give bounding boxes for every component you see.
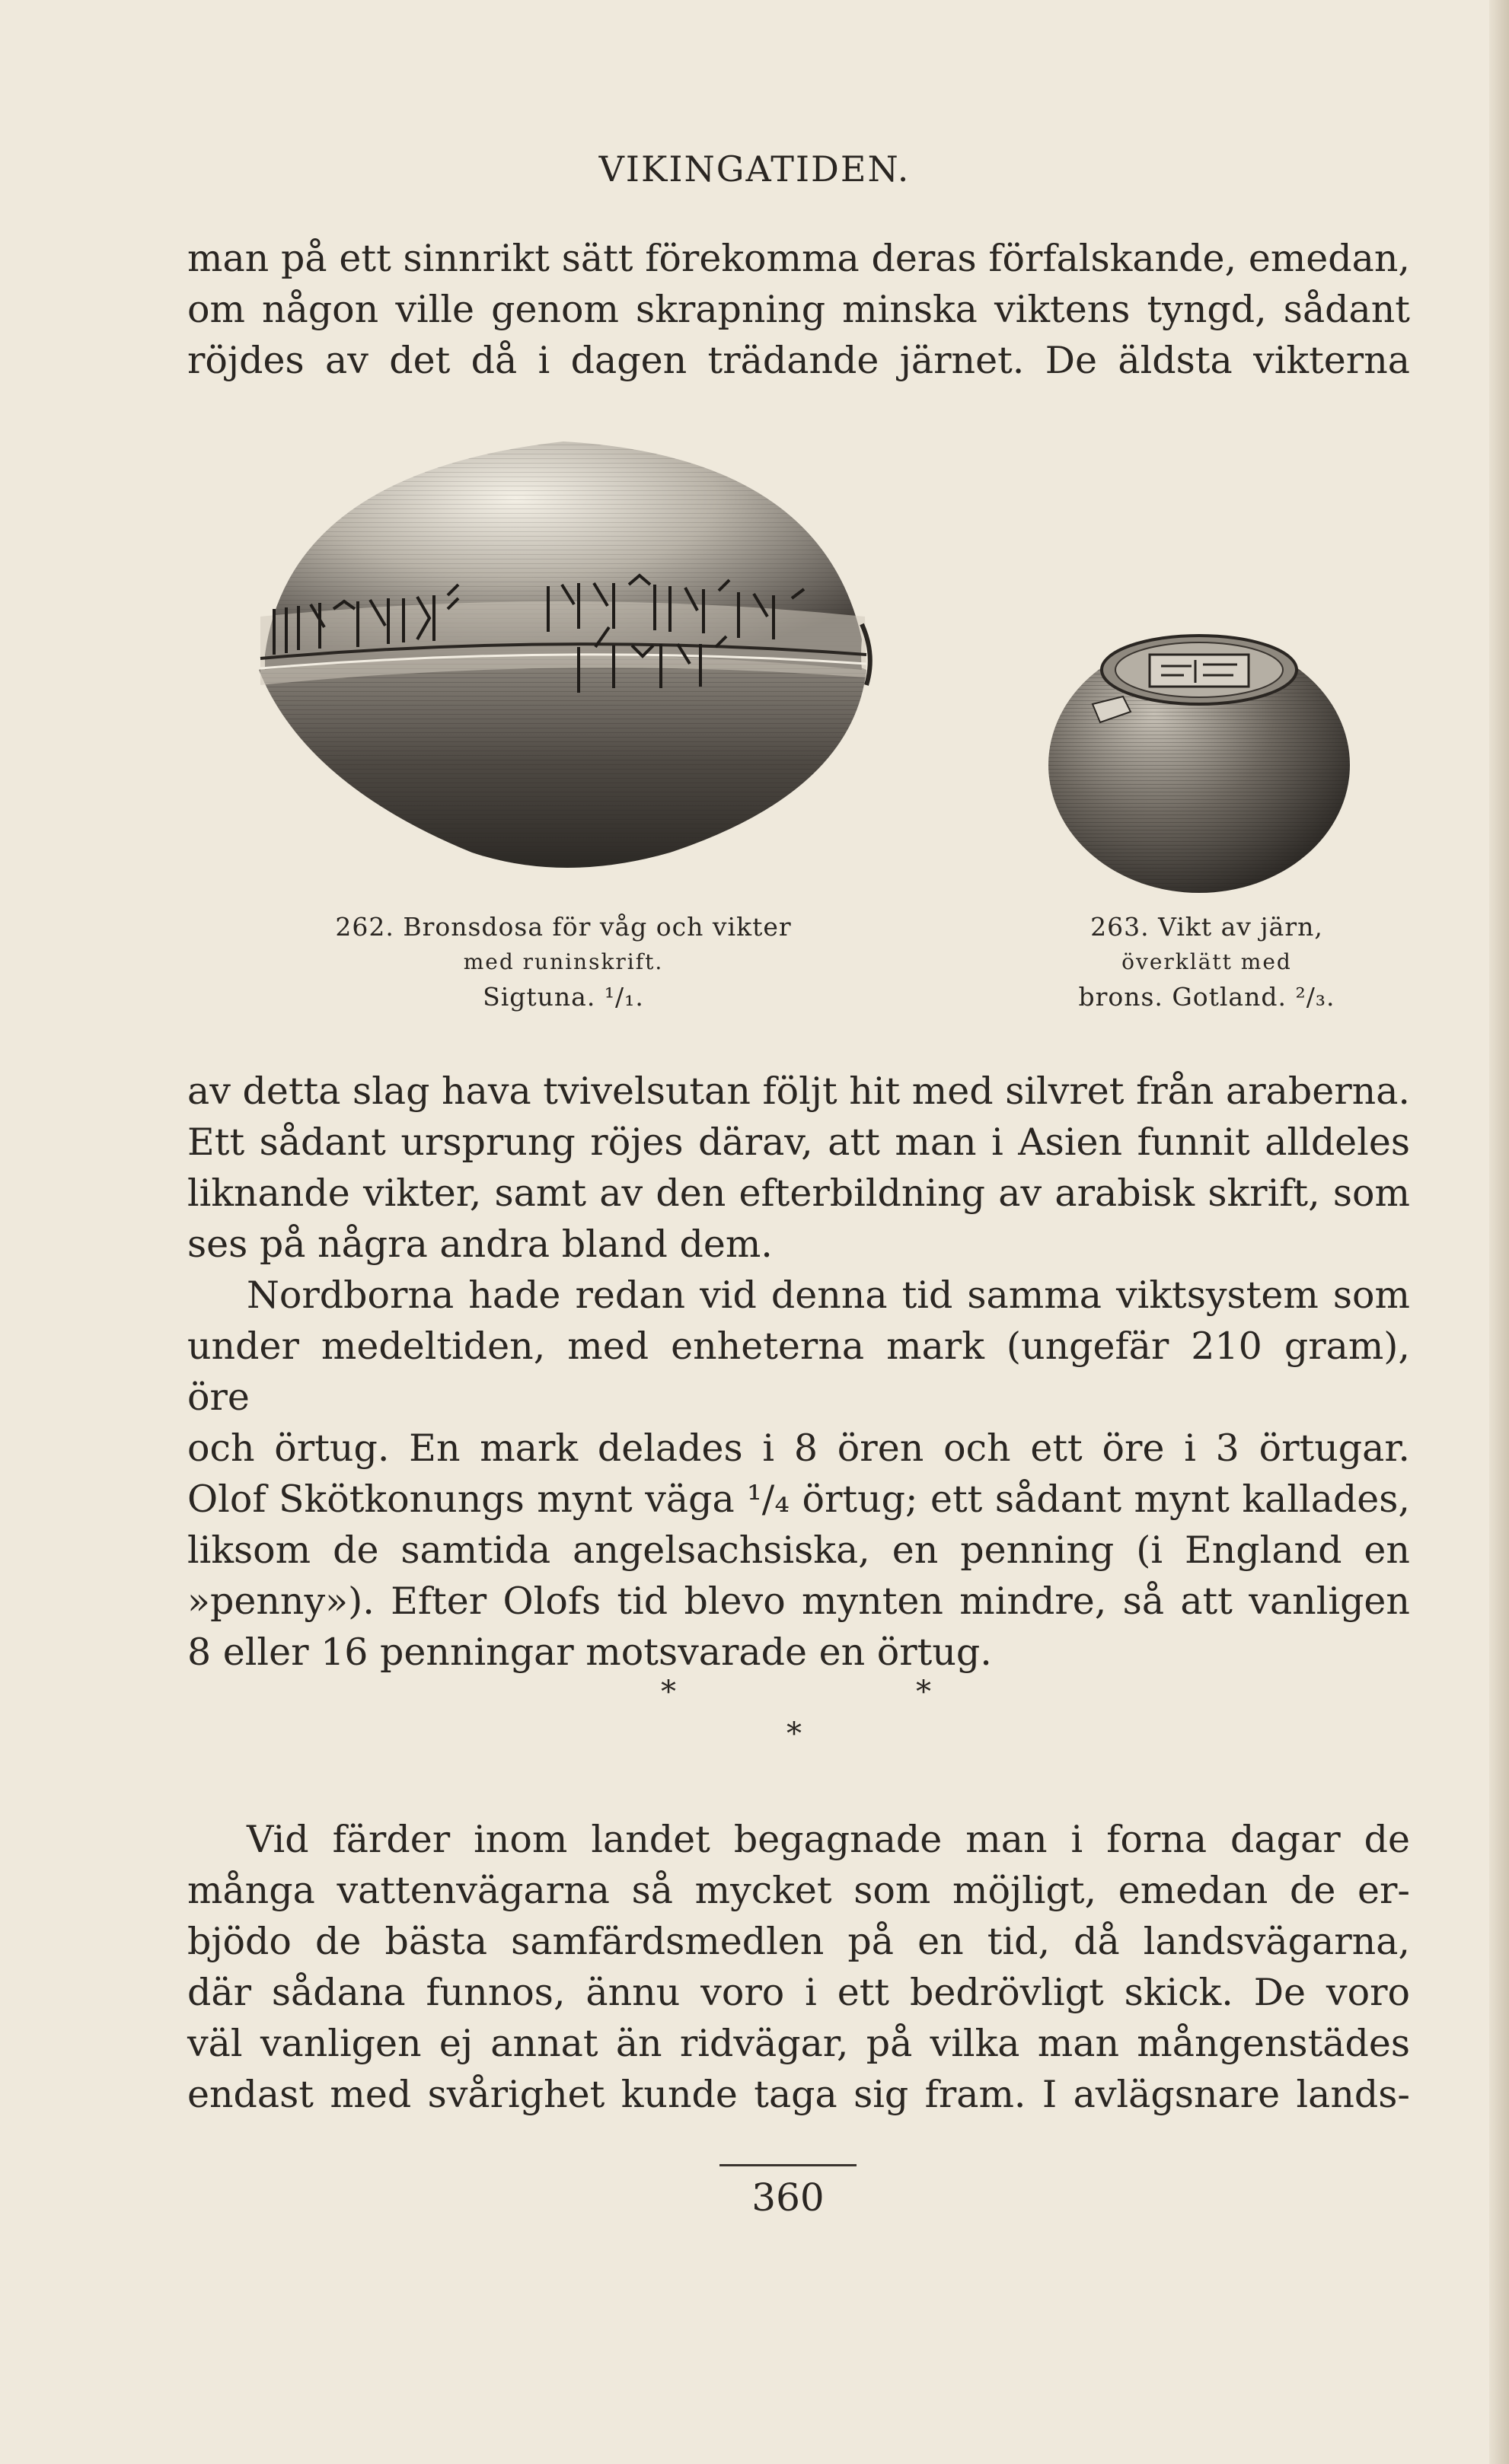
caption-line: 262. Bronsdosa för våg och vikter bbox=[335, 912, 792, 942]
text-line: Olof Skötkonungs mynt väga ¹/₄ örtug; ett sådant mynt kallades, bbox=[187, 1477, 1410, 1521]
separator-star: * bbox=[661, 1675, 676, 1710]
text-line: 8 eller 16 penningar motsvarade en örtug. bbox=[187, 1630, 992, 1674]
caption-line: brons. Gotland. ²/₃. bbox=[1078, 982, 1335, 1012]
text-line: liksom de samtida angelsachsiska, en penning (i England en bbox=[187, 1528, 1410, 1572]
figure-263-caption bbox=[1020, 910, 1393, 1015]
text-line: Ett sådant ursprung röjes därav, att man i Asien funnit alldeles bbox=[187, 1120, 1410, 1164]
text-line: om någon ville genom skrapning minska viktens tyngd, sådant bbox=[187, 288, 1410, 331]
text-line: av detta slag hava tvivelsutan följt hit med silvret från araberna. bbox=[187, 1069, 1410, 1113]
text-line: »penny»). Efter Olofs tid blevo mynten mindre, så att vanligen bbox=[187, 1579, 1410, 1623]
folio-rule bbox=[719, 2164, 857, 2166]
text-line: många vattenvägarna så mycket som möjligt, emedan de er- bbox=[187, 1869, 1410, 1912]
text-line: bjödo de bästa samfärdsmedlen på en tid, då landsvägarna, bbox=[187, 1920, 1410, 1963]
figure-262-caption bbox=[228, 910, 898, 1015]
page-number: 360 bbox=[751, 2176, 825, 2220]
caption-line: Sigtuna. ¹/₁. bbox=[483, 982, 644, 1012]
text-line: endast med svårighet kunde taga sig fram. I avlägsnare lands- bbox=[187, 2073, 1410, 2116]
figure-263-iron-weight bbox=[1043, 613, 1355, 894]
caption-line: 263. Vikt av järn, bbox=[1090, 912, 1323, 942]
text-line: liknande vikter, samt av den efterbildning av arabisk skrift, som bbox=[187, 1171, 1410, 1215]
running-head: VIKINGATIDEN. bbox=[598, 148, 911, 190]
separator-star: * bbox=[916, 1675, 931, 1710]
text-line: och örtug. En mark delades i 8 ören och ett öre i 3 örtugar. bbox=[187, 1426, 1410, 1470]
paragraph-4 bbox=[187, 1814, 1410, 2120]
text-line: röjdes av det då i dagen trädande järnet. De äldsta vikterna bbox=[187, 339, 1410, 382]
text-line: Vid färder inom landet begagnade man i forna dagar de bbox=[247, 1818, 1410, 1861]
text-line: Nordborna hade redan vid denna tid samma viktsystem som bbox=[247, 1273, 1410, 1317]
paragraph-1 bbox=[187, 233, 1410, 386]
text-line: man på ett sinnrikt sätt förekomma deras förfalskande, emedan, bbox=[187, 237, 1410, 280]
text-line: under medeltiden, med enheterna mark (ungefär 210 gram), öre bbox=[187, 1324, 1410, 1419]
paragraph-3 bbox=[187, 1270, 1410, 1678]
text-line: där sådana funnos, ännu voro i ett bedrövligt skick. De voro bbox=[187, 1971, 1410, 2014]
text-line: ses på några andra bland dem. bbox=[187, 1222, 773, 1266]
page-edge bbox=[1489, 0, 1509, 2464]
text-line: väl vanligen ej annat än ridvägar, på vilka man mångenstädes bbox=[187, 2022, 1410, 2065]
figure-262-bronze-box bbox=[244, 426, 883, 883]
caption-line: med runinskrift. bbox=[463, 949, 664, 974]
caption-line: överklätt med bbox=[1121, 949, 1292, 974]
paragraph-2 bbox=[187, 1066, 1410, 1270]
separator-star: * bbox=[786, 1717, 802, 1752]
